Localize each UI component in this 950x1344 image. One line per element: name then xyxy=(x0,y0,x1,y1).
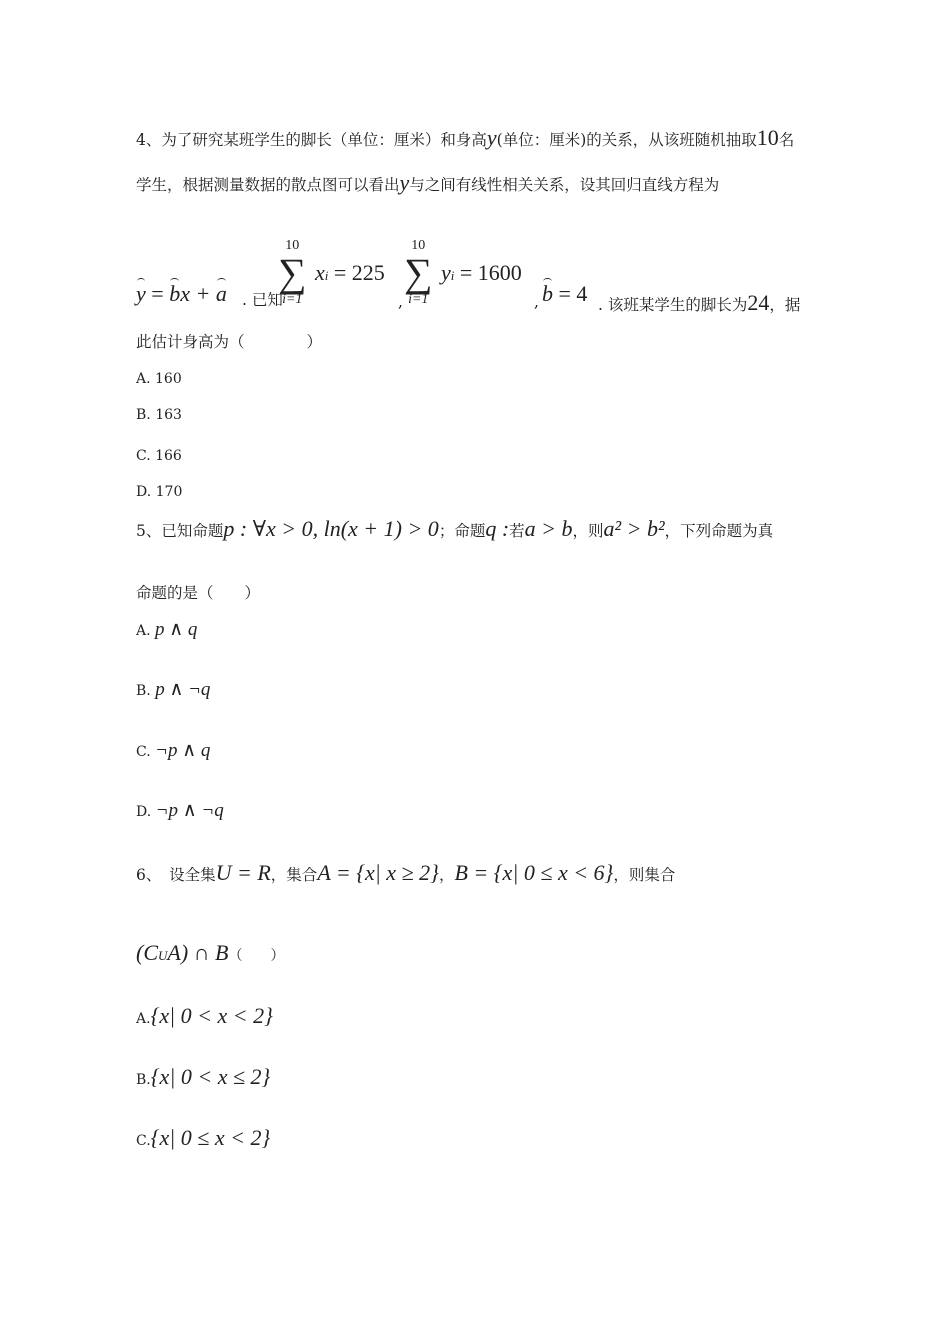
b-hat-value: b = 4 xyxy=(542,281,588,306)
sum-y: 10 ∑ i=1 xyxy=(404,238,433,307)
q5-option-a: A. p ∧ q xyxy=(136,619,198,640)
q5-option-b: B. p ∧ ¬q xyxy=(136,679,211,700)
q5-line1: 5、已知命题p : ∀x > 0, ln(x + 1) > 0；命题q :若a > b，则a² > b²，下列命题为真 xyxy=(136,516,774,541)
comma-1: , xyxy=(398,293,403,311)
q6-line2: (CUA) ∩ B（ ） xyxy=(136,940,285,965)
q4-option-c: C. 166 xyxy=(136,448,182,464)
q4-line2: 学生，根据测量数据的散点图可以看出y与之间有线性相关关系，设其回归直线方程为 xyxy=(136,170,720,195)
q4-line4: 此估计身高为（ ） xyxy=(136,333,323,351)
q6-option-b: B.{x| 0 < x ≤ 2} xyxy=(136,1064,271,1089)
q4-option-d: D. 170 xyxy=(136,484,183,500)
q6-line1: 6、 设全集U = R，集合A = {x| x ≥ 2}，B = {x| 0 ≤ x < 6}，则集合 xyxy=(136,860,676,885)
q5-line2: 命题的是（ ） xyxy=(136,584,261,602)
q4-line1: 4、为了研究某班学生的脚长（单位：厘米）和身高y(单位：厘米)的关系，从该班随机抽取10名 xyxy=(136,125,795,150)
sum-x: 10 ∑ i=1 xyxy=(278,238,307,307)
known-text: . 已知 xyxy=(242,291,283,309)
q4-option-b: B. 163 xyxy=(136,407,182,423)
q5-option-c: C. ¬p ∧ q xyxy=(136,740,211,761)
regression-equation: y = bx + a xyxy=(136,281,227,306)
sum-y-expr: yi = 1600 xyxy=(441,260,522,285)
q6-option-a: A.{x| 0 < x < 2} xyxy=(136,1003,273,1028)
q6-option-c: C.{x| 0 ≤ x < 2} xyxy=(136,1125,271,1150)
comma-2: , xyxy=(534,293,539,311)
sum-x-expr: xi = 225 xyxy=(315,260,385,285)
q4-option-a: A. 160 xyxy=(136,371,182,387)
q5-option-d: D. ¬p ∧ ¬q xyxy=(136,800,224,821)
foot-length-text: . 该班某学生的脚长为24，据 xyxy=(598,290,801,315)
